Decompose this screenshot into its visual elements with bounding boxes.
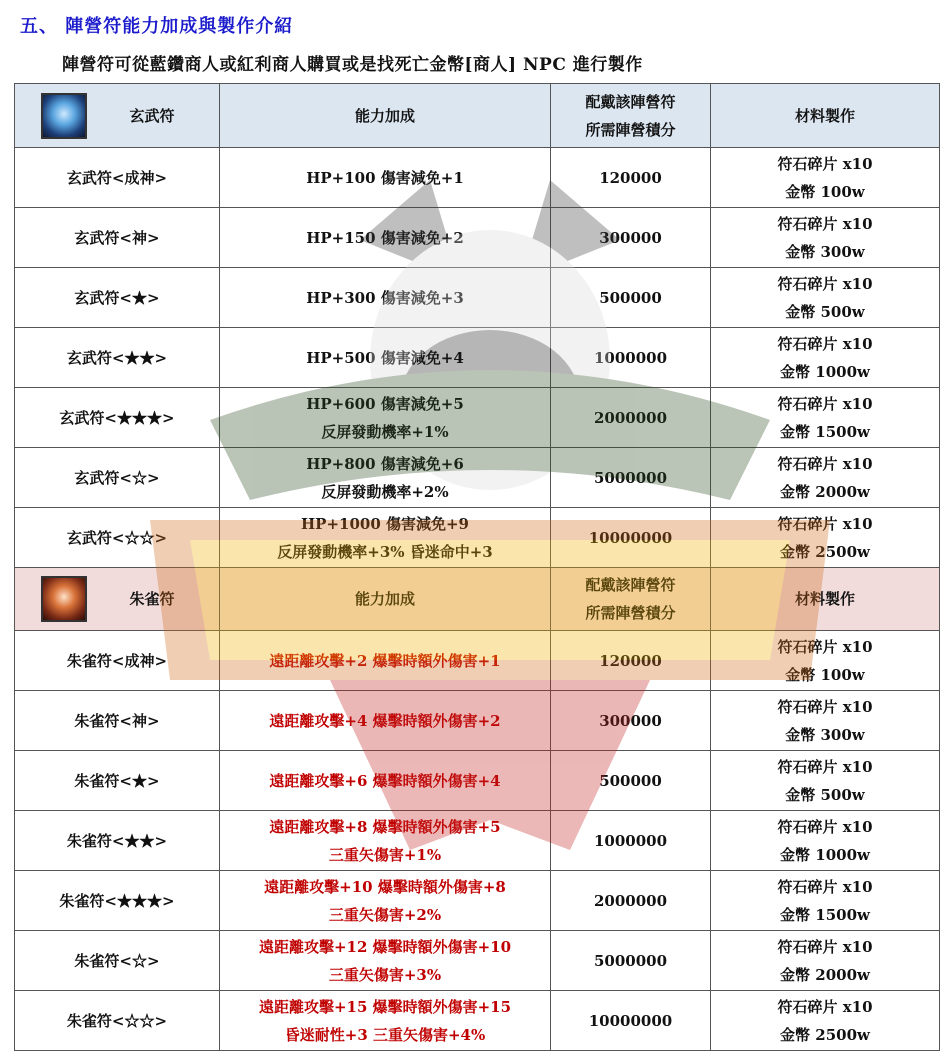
material-line: 金幣 2000w	[780, 482, 870, 501]
material-line: 金幣 100w	[785, 182, 865, 201]
header-materials: 材料製作	[711, 84, 940, 148]
material-line: 金幣 1500w	[780, 422, 870, 441]
material-line: 符石碎片 x10	[777, 697, 873, 716]
talisman-bonus	[220, 631, 551, 691]
talisman-points: 5000000	[551, 448, 711, 508]
talisman-name: 玄武符<☆☆>	[15, 508, 220, 568]
talisman-bonus	[220, 268, 551, 328]
header-materials: 材料製作	[711, 568, 940, 631]
talisman-table	[14, 83, 940, 1051]
table-row	[15, 931, 940, 991]
bonus-line: HP+100 傷害減免+1	[306, 168, 464, 187]
talisman-materials	[711, 631, 940, 691]
bonus-line: 遠距離攻擊+15 爆擊時額外傷害+15	[258, 997, 512, 1016]
bonus-line: 遠距離攻擊+10 爆擊時額外傷害+8	[264, 877, 506, 896]
talisman-materials	[711, 751, 940, 811]
xuanwu-talisman-icon	[41, 93, 87, 139]
material-line: 金幣 300w	[785, 242, 865, 261]
bonus-line: HP+500 傷害減免+4	[306, 348, 464, 367]
material-line: 符石碎片 x10	[777, 637, 873, 656]
talisman-materials	[711, 691, 940, 751]
talisman-bonus	[220, 811, 551, 871]
bonus-line: 三重矢傷害+2%	[328, 905, 442, 924]
talisman-name: 朱雀符<★★>	[15, 811, 220, 871]
material-line: 金幣 1000w	[780, 362, 870, 381]
table-row	[15, 691, 940, 751]
header-points-line: 所需陣營積分	[585, 120, 676, 139]
material-line: 金幣 300w	[785, 725, 865, 744]
table-row	[15, 208, 940, 268]
table-row	[15, 508, 940, 568]
table-header-row	[15, 84, 940, 148]
talisman-name: 朱雀符<☆>	[15, 931, 220, 991]
talisman-points: 10000000	[551, 991, 711, 1051]
talisman-name: 朱雀符<☆☆>	[15, 991, 220, 1051]
talisman-points: 300000	[551, 691, 711, 751]
material-line: 符石碎片 x10	[777, 274, 873, 293]
material-line: 金幣 2500w	[780, 542, 870, 561]
talisman-points: 300000	[551, 208, 711, 268]
talisman-bonus	[220, 691, 551, 751]
talisman-materials	[711, 811, 940, 871]
bonus-line: 三重矢傷害+1%	[328, 845, 442, 864]
material-line: 符石碎片 x10	[777, 937, 873, 956]
table-row	[15, 871, 940, 931]
talisman-materials	[711, 208, 940, 268]
bonus-line: HP+1000 傷害減免+9	[301, 514, 469, 533]
talisman-points: 120000	[551, 148, 711, 208]
table-row	[15, 811, 940, 871]
table-row	[15, 631, 940, 691]
header-points-line: 配戴該陣營符	[585, 576, 676, 594]
header-points	[551, 84, 711, 148]
bonus-line: 遠距離攻擊+4 爆擊時額外傷害+2	[269, 711, 501, 730]
talisman-materials	[711, 148, 940, 208]
talisman-name: 朱雀符<成神>	[15, 631, 220, 691]
material-line: 金幣 500w	[785, 785, 865, 804]
material-line: 符石碎片 x10	[777, 454, 873, 473]
talisman-bonus	[220, 388, 551, 448]
material-line: 符石碎片 x10	[777, 877, 873, 896]
talisman-bonus	[220, 148, 551, 208]
material-line: 符石碎片 x10	[777, 757, 873, 776]
table-header-row	[15, 568, 940, 631]
bonus-line: HP+800 傷害減免+6	[306, 454, 464, 473]
table-row	[15, 148, 940, 208]
talisman-materials	[711, 328, 940, 388]
material-line: 符石碎片 x10	[777, 214, 873, 233]
section-title: 五、 陣營符能力加成與製作介紹	[20, 16, 294, 37]
header-bonus: 能力加成	[220, 84, 551, 148]
header-bonus: 能力加成	[220, 568, 551, 631]
table-row	[15, 268, 940, 328]
talisman-materials	[711, 448, 940, 508]
bonus-line: 遠距離攻擊+2 爆擊時額外傷害+1	[269, 651, 501, 670]
talisman-name: 朱雀符<★★★>	[15, 871, 220, 931]
bonus-line: 反屏發動機率+1%	[321, 422, 449, 441]
table-row	[15, 751, 940, 811]
talisman-points: 2000000	[551, 871, 711, 931]
header-name-cell	[15, 568, 220, 631]
talisman-points: 1000000	[551, 328, 711, 388]
material-line: 金幣 100w	[785, 665, 865, 684]
material-line: 金幣 2000w	[780, 965, 870, 984]
talisman-points: 2000000	[551, 388, 711, 448]
talisman-name: 朱雀符<★>	[15, 751, 220, 811]
talisman-bonus	[220, 328, 551, 388]
talisman-name: 玄武符<成神>	[15, 148, 220, 208]
talisman-name: 玄武符<★★>	[15, 328, 220, 388]
material-line: 符石碎片 x10	[777, 334, 873, 353]
material-line: 金幣 1500w	[780, 905, 870, 924]
material-line: 符石碎片 x10	[777, 817, 873, 836]
bonus-line: 遠距離攻擊+8 爆擊時額外傷害+5	[269, 817, 501, 836]
material-line: 金幣 1000w	[780, 845, 870, 864]
table-row	[15, 448, 940, 508]
talisman-bonus	[220, 208, 551, 268]
header-name: 朱雀符	[129, 590, 175, 608]
talisman-points: 10000000	[551, 508, 711, 568]
material-line: 符石碎片 x10	[777, 997, 873, 1016]
talisman-materials	[711, 508, 940, 568]
subtitle: 陣營符可從藍鑽商人或紅利商人購買或是找死亡金幣[商人] NPC 進行製作	[62, 55, 643, 75]
talisman-bonus	[220, 751, 551, 811]
talisman-bonus	[220, 871, 551, 931]
talisman-materials	[711, 268, 940, 328]
bonus-line: 三重矢傷害+3%	[328, 965, 442, 984]
bonus-line: 昏迷耐性+3 三重矢傷害+4%	[284, 1025, 486, 1044]
header-points-line: 所需陣營積分	[585, 604, 676, 622]
talisman-bonus	[220, 508, 551, 568]
table-row	[15, 328, 940, 388]
bonus-line: HP+300 傷害減免+3	[306, 288, 464, 307]
talisman-materials	[711, 991, 940, 1051]
material-line: 符石碎片 x10	[777, 514, 873, 533]
talisman-name: 玄武符<☆>	[15, 448, 220, 508]
talisman-bonus	[220, 448, 551, 508]
table-row	[15, 388, 940, 448]
bonus-line: 遠距離攻擊+6 爆擊時額外傷害+4	[269, 771, 501, 790]
talisman-bonus	[220, 991, 551, 1051]
talisman-name: 玄武符<神>	[15, 208, 220, 268]
talisman-name: 朱雀符<神>	[15, 691, 220, 751]
header-name-cell	[15, 84, 220, 148]
talisman-materials	[711, 388, 940, 448]
talisman-points: 500000	[551, 268, 711, 328]
talisman-name: 玄武符<★>	[15, 268, 220, 328]
talisman-materials	[711, 871, 940, 931]
talisman-points: 1000000	[551, 811, 711, 871]
header-name: 玄武符	[129, 106, 175, 125]
bonus-line: 反屏發動機率+3% 昏迷命中+3	[277, 542, 493, 561]
bonus-line: 反屏發動機率+2%	[321, 482, 449, 501]
bonus-line: 遠距離攻擊+12 爆擊時額外傷害+10	[258, 937, 512, 956]
header-points-line: 配戴該陣營符	[585, 92, 676, 111]
material-line: 符石碎片 x10	[777, 394, 873, 413]
talisman-points: 500000	[551, 751, 711, 811]
talisman-bonus	[220, 931, 551, 991]
material-line: 金幣 500w	[785, 302, 865, 321]
zhuque-talisman-icon	[41, 576, 87, 622]
talisman-points: 5000000	[551, 931, 711, 991]
bonus-line: HP+150 傷害減免+2	[306, 228, 464, 247]
material-line: 金幣 2500w	[780, 1025, 870, 1044]
talisman-name: 玄武符<★★★>	[15, 388, 220, 448]
talisman-materials	[711, 931, 940, 991]
material-line: 符石碎片 x10	[777, 154, 873, 173]
talisman-points: 120000	[551, 631, 711, 691]
bonus-line: HP+600 傷害減免+5	[306, 394, 464, 413]
header-points	[551, 568, 711, 631]
table-row	[15, 991, 940, 1051]
